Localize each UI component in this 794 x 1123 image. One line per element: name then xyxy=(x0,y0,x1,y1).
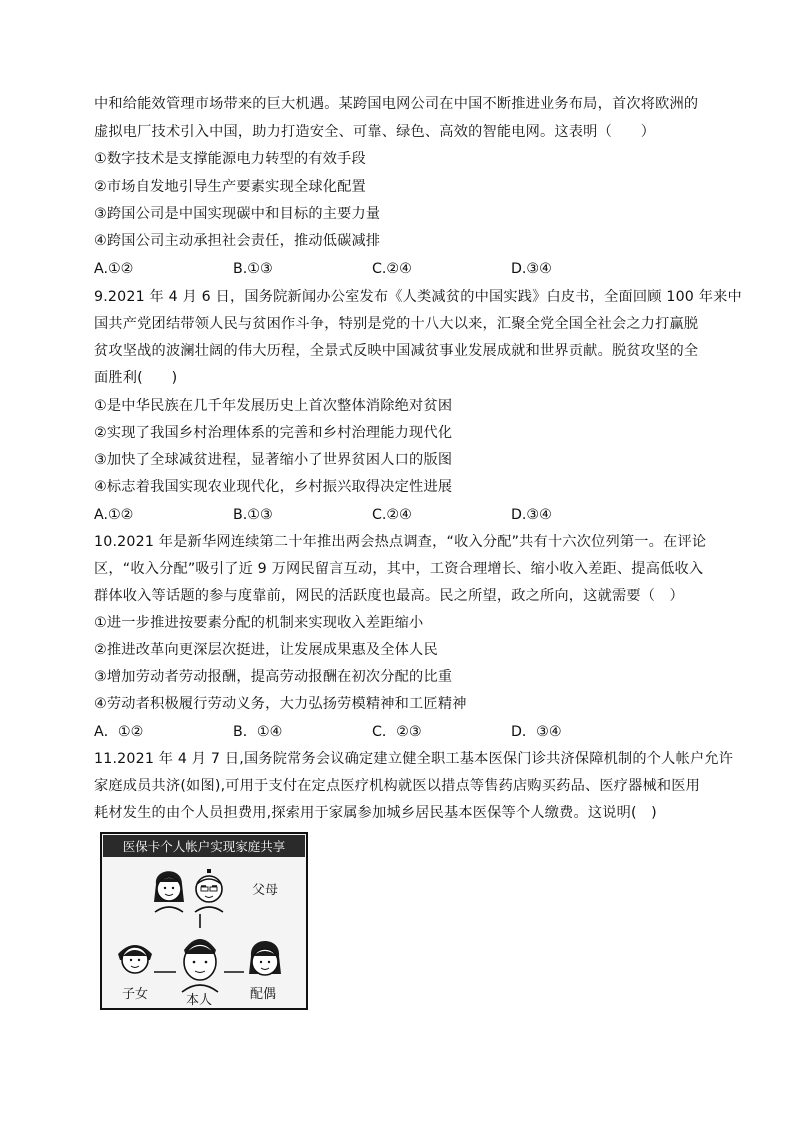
q10-stem-line-2: 区，“收入分配”吸引了近 9 万网民留言互动，其中，工资合理增长、缩小收入差距、提高低收入 xyxy=(94,561,704,577)
figure-frame xyxy=(101,833,307,1009)
q9-item-3: ③加快了全球减贫进程，显著缩小了世界贫困人口的版图 xyxy=(94,452,453,468)
q8-option-b: B.①③ xyxy=(233,261,273,277)
q10-item-3: ③增加劳动者劳动报酬，提高劳动报酬在初次分配的比重 xyxy=(94,669,453,685)
q8-option-d: D.③④ xyxy=(511,261,552,277)
q9-item-4: ④标志着我国实现农业现代化，乡村振兴取得决定性进展 xyxy=(94,479,453,495)
q8-option-a: A.①② xyxy=(94,261,134,277)
q8-item-2: ②市场自发地引导生产要素实现全球化配置 xyxy=(94,179,366,195)
q10-option-b: B．①④ xyxy=(233,724,283,740)
q9-item-1: ①是中华民族在几千年发展历史上首次整体消除绝对贫困 xyxy=(94,398,453,414)
label-spouse: 配偶 xyxy=(250,987,277,1002)
q8-stem-line-2: 虚拟电厂技术引入中国，助力打造安全、可靠、绿色、高效的智能电网。这表明（ ） xyxy=(94,124,656,140)
q10-item-2: ②推进改革向更深层次挺进，让发展成果惠及全体人民 xyxy=(94,642,438,658)
q8-item-3: ③跨国公司是中国实现碳中和目标的主要力量 xyxy=(94,206,381,222)
label-self: 本人 xyxy=(186,993,213,1008)
q10-item-1: ①进一步推进按要素分配的机制来实现收入差距缩小 xyxy=(94,615,424,631)
q11-stem-line-1: 11.2021 年 4 月 7 日,国务院常务会议确定建立健全职工基本医保门诊共济保障机制的个人帐户允许 xyxy=(94,751,734,767)
q10-stem-line-3: 群体收入等话题的参与度靠前，网民的活跃度也最高。民之所望，政之所向，这就需要（ ） xyxy=(94,588,684,604)
q10-option-d: D．③④ xyxy=(511,724,562,740)
q10-option-c: C．②③ xyxy=(372,724,422,740)
q10-item-4: ④劳动者积极履行劳动义务，大力弘扬劳模精神和工匠精神 xyxy=(94,696,467,712)
q10-option-a: A．①② xyxy=(94,724,144,740)
q8-option-c: C.②④ xyxy=(372,261,412,277)
q9-option-c: C.②④ xyxy=(372,507,412,523)
q9-stem-line-2: 国共产党团结带领人民与贫困作斗争，特别是党的十八大以来，汇聚全党全国全社会之力打赢脱 xyxy=(94,316,699,332)
figure-title: 医保卡个人帐户实现家庭共享 xyxy=(122,839,286,854)
q9-option-d: D.③④ xyxy=(511,507,552,523)
q8-item-4: ④跨国公司主动承担社会责任，推动低碳减排 xyxy=(94,233,381,249)
q8-stem-line-1: 中和给能效管理市场带来的巨大机遇。某跨国电网公司在中国不断推进业务布局，首次将欧洲的 xyxy=(94,96,699,112)
q10-stem-line-1: 10.2021 年是新华网连续第二十年推出两会热点调查，“收入分配”共有十六次位列第一。在评论 xyxy=(94,534,707,550)
family-sharing-figure xyxy=(100,832,308,1010)
q11-stem-line-2: 家庭成员共济(如图),可用于支付在定点医疗机构就医以措点等售药店购买药品、医疗器械和医用 xyxy=(94,778,701,794)
label-children: 子女 xyxy=(122,987,149,1002)
q9-stem-line-3: 贫攻坚战的波澜壮阔的伟大历程，全景式反映中国减贫事业发展成就和世界贡献。脱贫攻坚的全 xyxy=(94,343,699,359)
q9-stem-line-4: 面胜利( ) xyxy=(94,370,178,386)
q9-option-b: B.①③ xyxy=(233,507,273,523)
spouse-figure xyxy=(249,941,281,975)
q11-stem-line-3: 耗材发生的由个人员担费用,探索用于家属参加城乡居民基本医保等个人缴费。这说明( ) xyxy=(94,805,657,821)
label-parents: 父母 xyxy=(252,883,279,898)
q9-item-2: ②实现了我国乡村治理体系的完善和乡村治理能力现代化 xyxy=(94,425,453,441)
q8-item-1: ①数字技术是支撑能源电力转型的有效手段 xyxy=(94,151,366,167)
q9-option-a: A.①② xyxy=(94,507,134,523)
q9-stem-line-1: 9.2021 年 4 月 6 日，国务院新闻办公室发布《人类减贫的中国实践》白皮书，全面回顾 100 年来中 xyxy=(94,289,742,305)
